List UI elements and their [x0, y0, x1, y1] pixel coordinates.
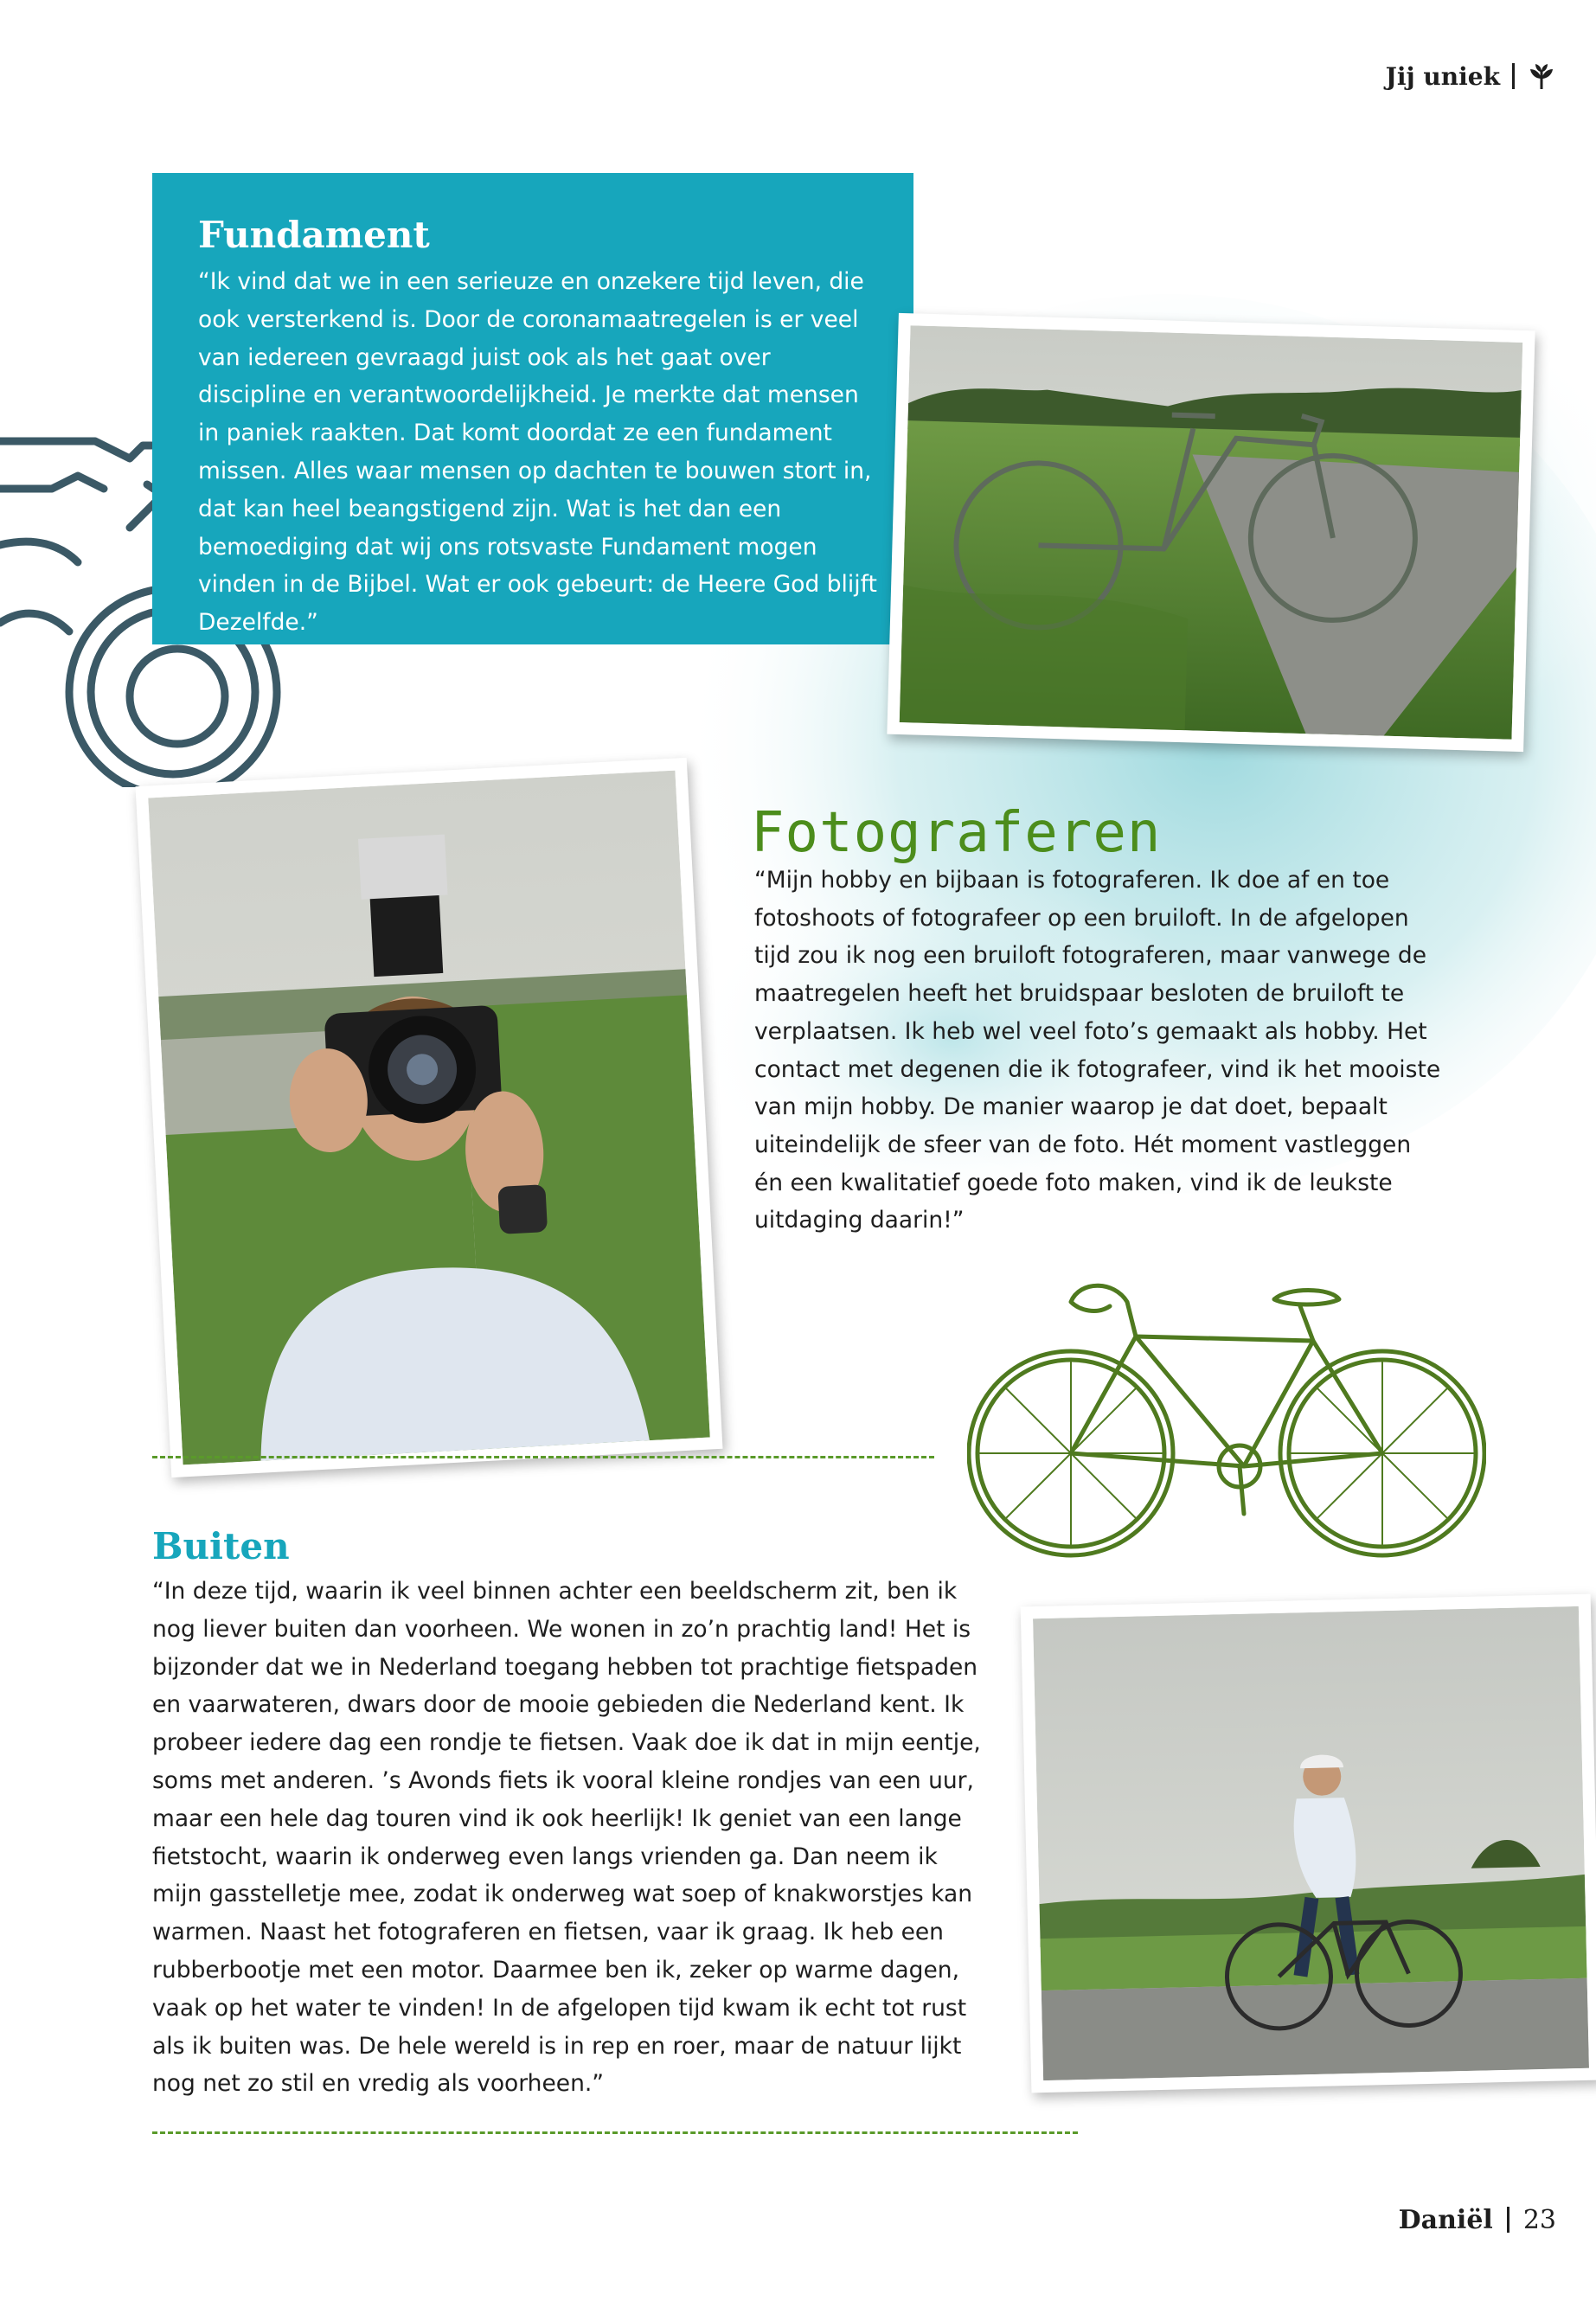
- fotograferen-text: “Mijn hobby en bijbaan is fotograferen. Ik doe af en toe fotoshoots of fotografeer op een bruiloft. In de afgelopen tijd zou ik nog een bruiloft fotograferen, maar vanwege de maatregelen heeft het bruidspaar besloten de bruiloft te verplaatsen. Ik heb wel veel foto’s gemaakt als hobby. Het contact met degenen die ik fotografeer, vind ik het mooiste van mijn hobby. De manier waarop je dat doet, bepaalt uiteindelijk de sfeer van de foto. Hét moment vastleggen én een kwalitatief goede foto maken, vind ik de leukste uitdaging daarin!”: [754, 867, 1441, 1234]
- buiten-title: Buiten: [152, 1525, 290, 1567]
- dashed-divider: [152, 2131, 1078, 2134]
- footer-name: Daniël: [1398, 2204, 1493, 2235]
- fundament-text: “Ik vind dat we in een serieuze en onzekere tijd leven, die ook versterkend is. Door de coronamaatregelen is er veel van iedereen gevraagd juist ook als het gaat over discipline en verantwoordelijkheid. Je merkte dat mensen in paniek raakten. Dat komt doordat ze een fundament missen. Alles waar mensen op dachten te bouwen stort in, dat kan heel beangstigend zijn. Wat is het dan een bemoediging dat wij ons rotsvaste Fundament mogen vinden in de Bijbel. Wat er ook gebeurt: de Heere God blijft Dezelfde.”: [198, 268, 877, 637]
- photo-cyclist: [1021, 1594, 1596, 2093]
- fotograferen-title: Fotograferen: [751, 801, 1162, 865]
- section-label: Jij uniek: [1385, 61, 1500, 91]
- fundament-box: [152, 173, 913, 644]
- page-number: 23: [1522, 2204, 1556, 2235]
- photo-photographer: [136, 758, 723, 1477]
- photo-bike-in-grass: [887, 313, 1535, 752]
- divider-bar: [1507, 2207, 1509, 2233]
- section-header: [1386, 59, 1556, 93]
- bicycle-drawing: [967, 1254, 1486, 1566]
- page-footer: [1399, 2202, 1556, 2237]
- fundament-title: Fundament: [198, 214, 430, 256]
- divider-bar: [1512, 63, 1515, 89]
- wheat-leaf-icon: [1527, 61, 1556, 91]
- buiten-text: “In deze tijd, waarin ik veel binnen achter een beeldscherm zit, ben ik nog liever buiten dan voorheen. We wonen in zo’n prachtig land! Het is bijzonder dat we in Nederland toegang hebben tot prachtige fietspaden en vaarwateren, dwars door de mooie gebieden die Nederland kent. Ik probeer iedere dag een rondje te fietsen. Vaak doe ik dat in mijn eentje, soms met anderen. ’s Avonds fiets ik vooral kleine rondjes van een uur, maar een hele dag touren vind ik ook heerlijk! Ik geniet van een lange fietstocht, waarin ik onderweg even langs vrienden ga. Dan neem ik mijn gasstelletje mee, zodat ik onderweg wat soep of knakworstjes kan warmen. Naast het fotograferen en fietsen, vaar ik graag. Ik heb een rubberbootje met een motor. Daarmee ben ik, zeker op warme dagen, vaak op het water te vinden! In de afgelopen tijd kwam ik echt tot rust als ik buiten was. De hele wereld is in rep en roer, maar de natuur lijkt nog net zo stil en vredig als voorheen.”: [152, 1578, 981, 2098]
- dashed-divider: [152, 1456, 934, 1458]
